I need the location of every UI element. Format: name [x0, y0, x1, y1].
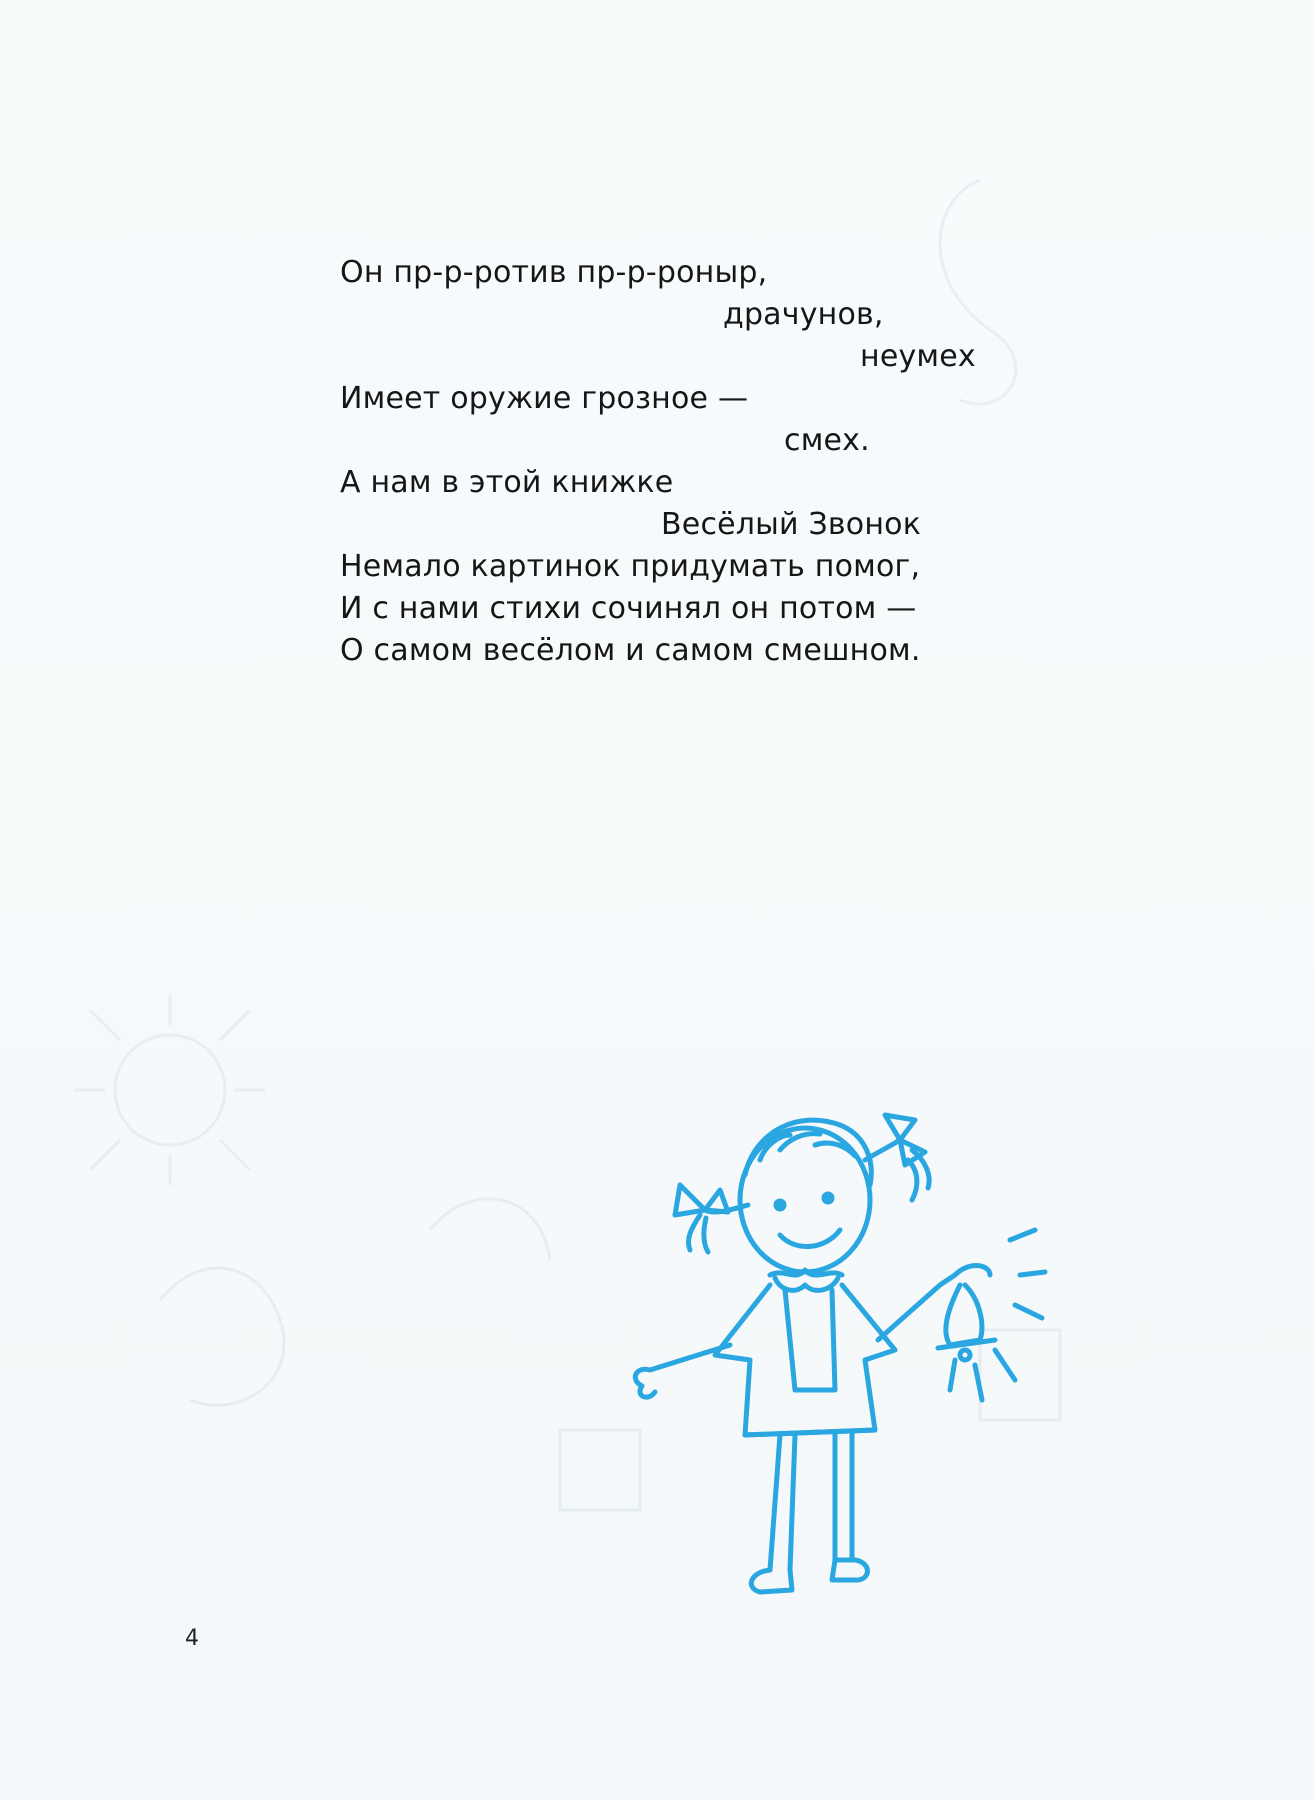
poem-line: Имеет оружие грозное —	[340, 381, 749, 416]
poem-line: неумех	[860, 339, 976, 374]
page-number: 4	[185, 1626, 199, 1651]
poem-line: Весёлый Звонок	[661, 507, 922, 542]
poem-line: смех.	[784, 423, 870, 458]
poem-line: Он пр-р-ротив пр-р-роныр,	[340, 255, 768, 290]
poem-line: Немало картинок придумать помог,	[340, 549, 921, 584]
poem	[340, 252, 1040, 672]
poem-line: драчунов,	[723, 297, 884, 332]
girl-with-bell-icon	[620, 1090, 1180, 1610]
poem-line: И с нами стихи сочинял он потом —	[340, 591, 917, 626]
poem-line: А нам в этой книжке	[340, 465, 674, 500]
poem-line: О самом весёлом и самом смешном.	[340, 633, 921, 668]
